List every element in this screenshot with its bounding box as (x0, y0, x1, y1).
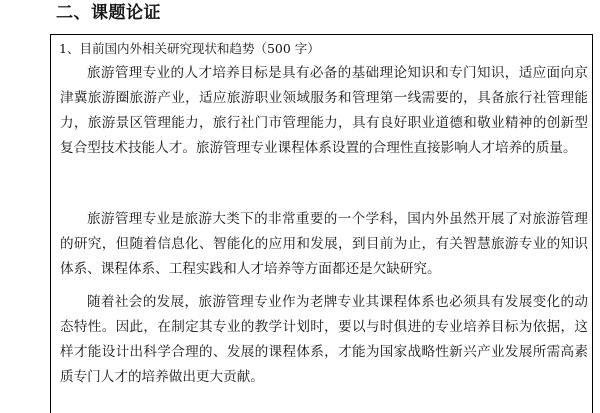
paragraph-training-goals: 旅游管理专业的人才培养目标是具有必备的基础理论知识和专门知识，适应面向京津冀旅游圈旅游产业，适应旅游职业领域服务和管理第一线需要的，具备旅行社管理能力，旅游景区管理能力，旅行社门市管理能力，具有良好职业道德和敬业精神的创新型复合型技术技能人才。旅游管理专业课程体系设置的合理性直接影响人才培养的质量。 (60, 65, 588, 157)
paragraph-curriculum-development: 随着社会的发展，旅游管理专业作为老牌专业其课程体系也必须具有发展变化的动态特性。因此，在制定其专业的教学计划时，要以与时俱进的专业培养目标为依据，这样才能设计出科学合理的、发展的课程体系，才能为国家战略性新兴产业发展所需高素质专门人才的培养做出更大贡献。 (60, 294, 588, 386)
section-heading: 二、课题论证 (56, 3, 161, 23)
paragraph-research-status: 旅游管理专业是旅游大类下的非常重要的一个学科，国内外虽然开展了对旅游管理的研究，但随着信息化、智能化的应用和发展，到目前为止，有关智慧旅游专业的知识体系、课程体系、工程实践和人才培养等方面都还是欠缺研究。 (60, 211, 588, 278)
subsection-heading: 1、目前国内外相关研究现状和趋势（500 字） (59, 41, 320, 56)
